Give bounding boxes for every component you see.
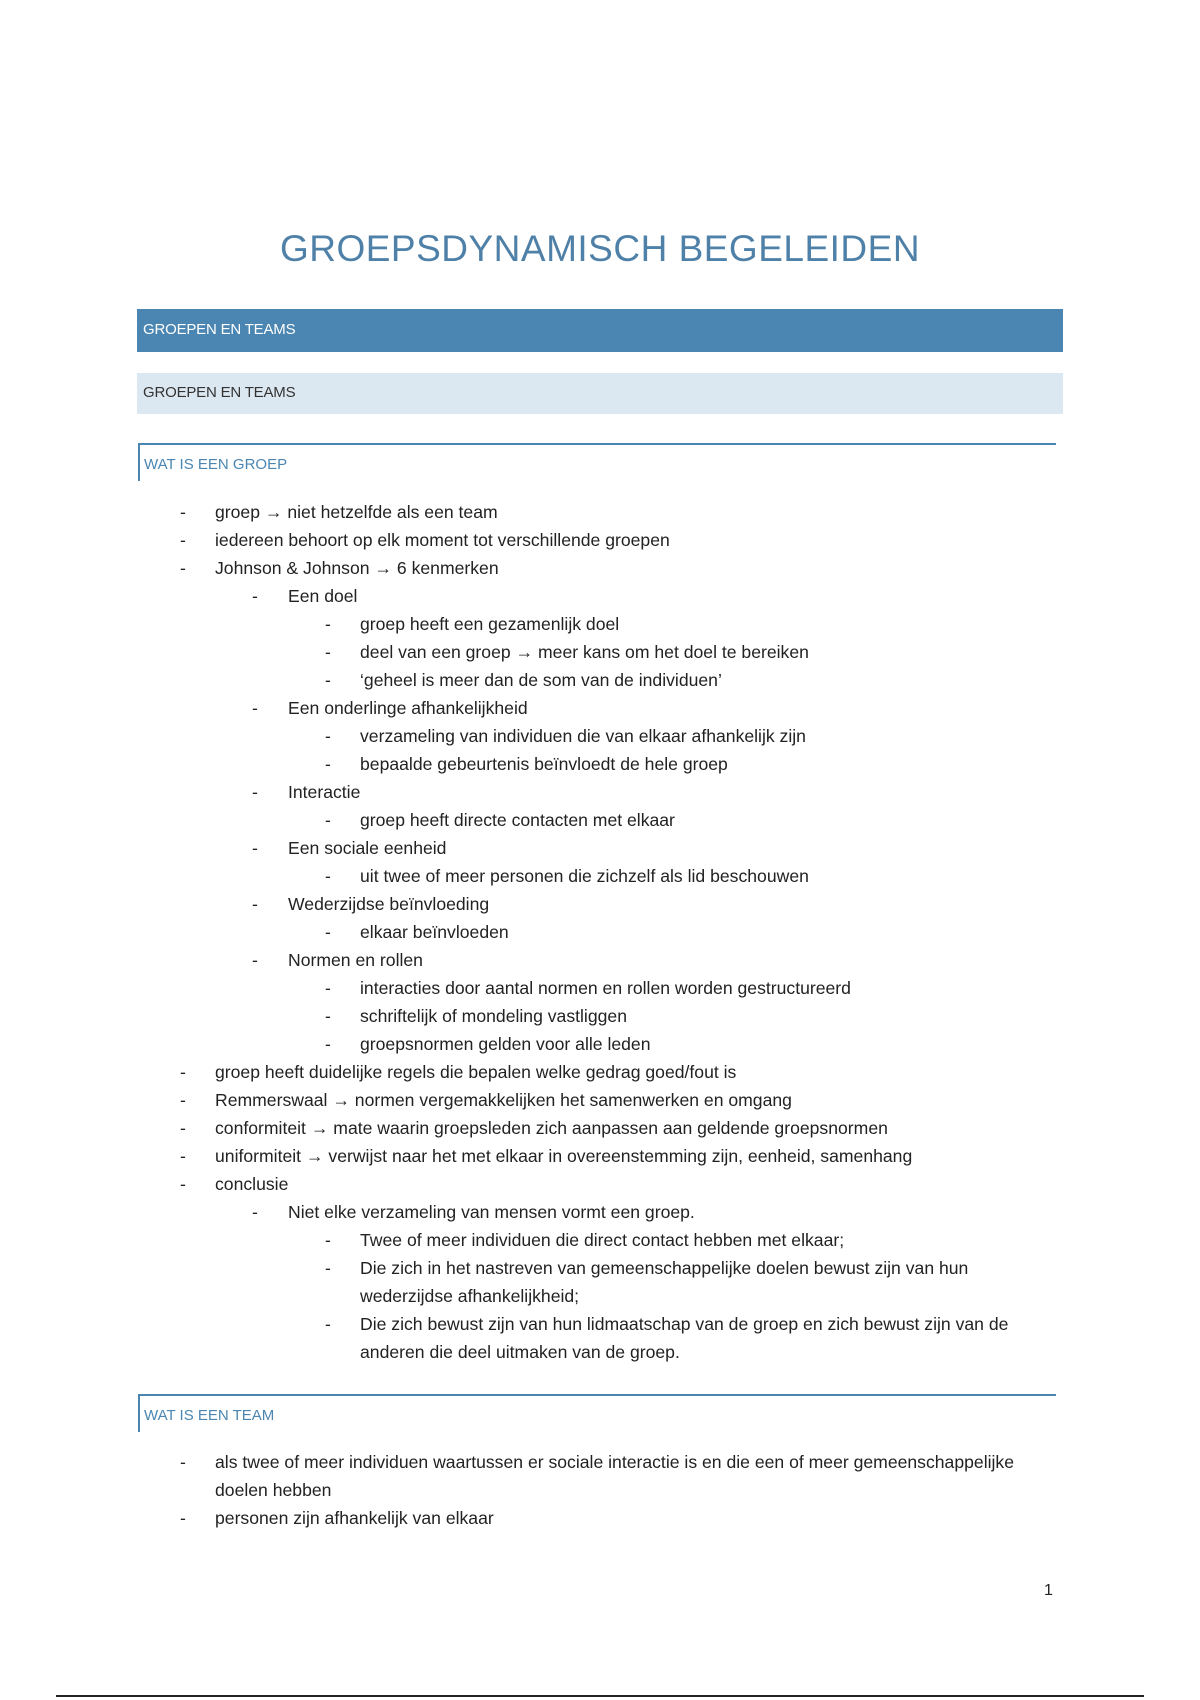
- list-item: [0, 1086, 1200, 1114]
- list-item-text: elkaar beïnvloeden: [360, 922, 509, 942]
- heading-2: GROEPEN EN TEAMS: [137, 373, 1063, 414]
- list-item: [0, 1114, 1200, 1142]
- list-item-text: Wederzijdse beïnvloeding: [288, 894, 490, 914]
- list-item: [0, 526, 1200, 554]
- list-item: [0, 1226, 1200, 1254]
- list-item: [0, 1254, 1200, 1310]
- bullet-list-groep: [0, 498, 1200, 1366]
- bullet-list-team: [0, 1448, 1200, 1532]
- list-item: [0, 834, 1200, 862]
- list-item-text: conclusie: [215, 1174, 289, 1194]
- bullet-dash: -: [325, 866, 331, 886]
- list-item-text: Interactie: [288, 782, 361, 802]
- list-item-text: groep heeft een gezamenlijk doel: [360, 614, 620, 634]
- list-item: [0, 638, 1200, 666]
- list-item: [0, 862, 1200, 890]
- list-item: [0, 1504, 1200, 1532]
- list-item-text: ‘geheel is meer dan de som van de individuen’: [360, 670, 722, 690]
- list-item: [0, 974, 1200, 1002]
- list-item-text: Een doel: [288, 586, 358, 606]
- bullet-dash: -: [325, 1314, 331, 1334]
- list-item-text: deel van een groep → meer kans om het doel te bereiken: [360, 642, 809, 662]
- bullet-dash: -: [180, 1146, 186, 1166]
- bullet-dash: -: [180, 1062, 186, 1082]
- heading-1: GROEPEN EN TEAMS: [137, 309, 1063, 352]
- bullet-dash: -: [180, 1174, 186, 1194]
- list-item-text: groepsnormen gelden voor alle leden: [360, 1034, 651, 1054]
- bullet-dash: -: [325, 726, 331, 746]
- list-item-text: Johnson & Johnson → 6 kenmerken: [215, 558, 499, 578]
- list-item-text: Die zich in het nastreven van gemeenschappelijke doelen bewust zijn van hun wederzijdse afhankelijkheid;: [360, 1258, 969, 1306]
- list-item-text: schriftelijk of mondeling vastliggen: [360, 1006, 627, 1026]
- list-item-text: uit twee of meer personen die zichzelf als lid beschouwen: [360, 866, 809, 886]
- list-item: [0, 1002, 1200, 1030]
- list-item-text: verzameling van individuen die van elkaar afhankelijk zijn: [360, 726, 806, 746]
- list-item-text: interacties door aantal normen en rollen worden gestructureerd: [360, 978, 851, 998]
- list-item: [0, 918, 1200, 946]
- list-item: [0, 582, 1200, 610]
- list-item: [0, 610, 1200, 638]
- list-item: [0, 778, 1200, 806]
- bullet-dash: -: [325, 1034, 331, 1054]
- list-item-text: uniformiteit → verwijst naar het met elkaar in overeenstemming zijn, eenheid, samenhang: [215, 1146, 913, 1166]
- list-item-text: Normen en rollen: [288, 950, 423, 970]
- list-item: [0, 1170, 1200, 1198]
- list-item: [0, 1310, 1200, 1366]
- list-item-text: Remmerswaal → normen vergemakkelijken het samenwerken en omgang: [215, 1090, 792, 1110]
- bullet-dash: -: [252, 950, 258, 970]
- page-number: 1: [1044, 1582, 1053, 1599]
- bullet-dash: -: [252, 586, 258, 606]
- bullet-dash: -: [325, 1006, 331, 1026]
- list-item-text: iedereen behoort op elk moment tot verschillende groepen: [215, 530, 670, 550]
- bullet-dash: -: [180, 1452, 186, 1472]
- bullet-dash: -: [252, 1202, 258, 1222]
- bullet-dash: -: [252, 698, 258, 718]
- list-item-text: als twee of meer individuen waartussen er sociale interactie is en die een of meer gemeenschappelijke doelen hebben: [215, 1452, 1015, 1500]
- bullet-dash: -: [180, 558, 186, 578]
- list-item: [0, 1142, 1200, 1170]
- bullet-dash: -: [180, 1090, 186, 1110]
- list-item: [0, 1198, 1200, 1226]
- list-item: [0, 750, 1200, 778]
- bullet-dash: -: [180, 1508, 186, 1528]
- list-item: [0, 806, 1200, 834]
- list-item: [0, 1058, 1200, 1086]
- list-item: [0, 946, 1200, 974]
- list-item-text: groep → niet hetzelfde als een team: [215, 502, 498, 522]
- list-item: [0, 666, 1200, 694]
- bullet-dash: -: [325, 1258, 331, 1278]
- list-item: [0, 722, 1200, 750]
- list-item-text: conformiteit → mate waarin groepsleden zich aanpassen aan geldende groepsnormen: [215, 1118, 888, 1138]
- section-heading-team: WAT IS EEN TEAM: [138, 1394, 1056, 1432]
- list-item-text: groep heeft directe contacten met elkaar: [360, 810, 675, 830]
- bullet-dash: -: [252, 838, 258, 858]
- list-item-text: Twee of meer individuen die direct contact hebben met elkaar;: [360, 1230, 845, 1250]
- list-item-text: personen zijn afhankelijk van elkaar: [215, 1508, 494, 1528]
- bullet-dash: -: [180, 502, 186, 522]
- bullet-dash: -: [325, 922, 331, 942]
- list-item: [0, 694, 1200, 722]
- list-item: [0, 1448, 1200, 1504]
- bullet-dash: -: [252, 894, 258, 914]
- list-item-text: Een sociale eenheid: [288, 838, 447, 858]
- list-item-text: Die zich bewust zijn van hun lidmaatschap van de groep en zich bewust zijn van de anderen die deel uitmaken van de groep.: [360, 1314, 1009, 1362]
- list-item-text: Een onderlinge afhankelijkheid: [288, 698, 528, 718]
- bullet-dash: -: [325, 642, 331, 662]
- list-item: [0, 890, 1200, 918]
- bullet-dash: -: [325, 810, 331, 830]
- document-title: GROEPSDYNAMISCH BEGELEIDEN: [279, 228, 921, 269]
- bullet-dash: -: [325, 754, 331, 774]
- section-heading-groep: WAT IS EEN GROEP: [138, 443, 1056, 481]
- list-item: [0, 554, 1200, 582]
- list-item: [0, 1030, 1200, 1058]
- bullet-dash: -: [325, 978, 331, 998]
- bullet-dash: -: [252, 782, 258, 802]
- list-item-text: groep heeft duidelijke regels die bepalen welke gedrag goed/fout is: [215, 1062, 737, 1082]
- list-item-text: Niet elke verzameling van mensen vormt een groep.: [288, 1202, 695, 1222]
- list-item: [0, 498, 1200, 526]
- bullet-dash: -: [325, 614, 331, 634]
- bullet-dash: -: [325, 670, 331, 690]
- bullet-dash: -: [325, 1230, 331, 1250]
- bullet-dash: -: [180, 530, 186, 550]
- list-item-text: bepaalde gebeurtenis beïnvloedt de hele groep: [360, 754, 728, 774]
- bullet-dash: -: [180, 1118, 186, 1138]
- page-bottom-border: [56, 1695, 1144, 1697]
